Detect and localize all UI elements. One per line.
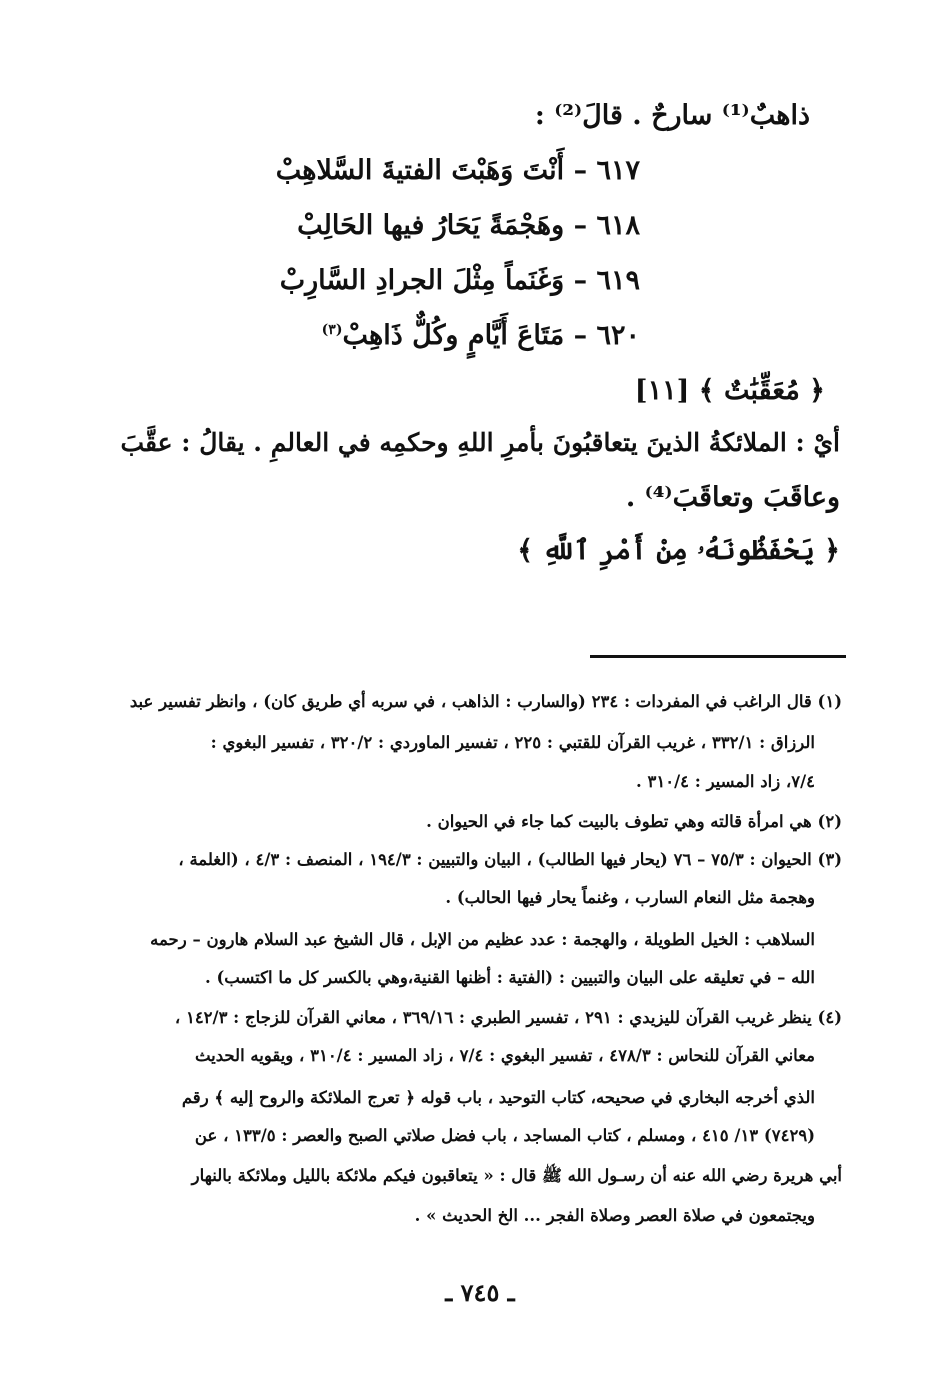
verse-620-note: (٣) bbox=[321, 322, 343, 338]
footnote-4-line-5: أبي هريرة رضي الله عنه أن رسـول الله ﷺ قال : « يتعاقبون فيكم ملائكة بالليل وملائكة بالنهار bbox=[191, 1166, 842, 1185]
footnote-2: (٢) هي امرأة قالته وهي تطوف بالبيت كما جاء في الحيوان . bbox=[426, 812, 842, 831]
footnote-4-line-1: (٤) ينظر غريب القرآن لليزيدي : ٢٩١ ، تفسير الطبري : ٣٦٩/١٦ ، معاني القرآن للزجاج : ١٤٢/٣ ، bbox=[174, 1008, 842, 1027]
quran-heading: ﴿ مُعَقِّبَٰتٌ ﴾ [١١] bbox=[634, 375, 825, 406]
verse-620-text: ٦٢٠ – مَتَاعَ أَيَّامٍ وكُلٌّ ذَاهِبْ bbox=[342, 320, 640, 351]
footnote-1-line-2: الرزاق : ٣٣٢/١ ، غريب القرآن للقتبي : ٢٢٥ ، تفسير الماوردي : ٣٢٠/٢ ، تفسير البغوي : bbox=[210, 733, 815, 752]
footnote-4-line-4: (٧٤٢٩) ١٣/ ٤١٥ ، ومسلم ، كتاب المساجد ، باب فضل صلاتي الصبح والعصر : ١٣٣/٥ ، عن bbox=[194, 1126, 815, 1145]
footnote-1-line-3: ٧/٤، زاد المسير : ٣١٠/٤ . bbox=[636, 772, 815, 791]
verse-617: ٦١٧ – أَنْتَ وَهَبْتَ الفتيةَ السَّلاهِبْ bbox=[275, 155, 640, 186]
footnote-4-line-3: الذي أخرجه البخاري في صحيحه، كتاب التوحيد ، باب قوله ﴿ تعرج الملائكة والروح إليه ﴾ رقم bbox=[181, 1088, 815, 1107]
verse-619: ٦١٩ – وَغَنَماً مِثْلَ الجرادِ السَّارِبْ bbox=[279, 265, 640, 296]
footnote-4-line-2: معاني القرآن للنحاس : ٤٧٨/٣ ، تفسير البغوي : ٧/٤ ، زاد المسير : ٣١٠/٤ ، ويقويه الحديث bbox=[194, 1046, 815, 1065]
intro-line: ذاهبٌ⁽¹⁾ سارحٌ . قالَ⁽²⁾ : bbox=[534, 100, 810, 131]
quran-phrase: ﴿ يَحْفَظُونَهُۥ مِنْ أَمْرِ ٱللَّهِ ﴾ bbox=[517, 535, 840, 566]
verse-618: ٦١٨ – وهَجْمَةً يَحَارُ فيها الحَالِبْ bbox=[297, 210, 640, 241]
footnote-separator bbox=[590, 655, 846, 658]
footnote-1-line-1: (١) قال الراغب في المفردات : ٢٣٤ (والسارب : الذاهب ، في سربه أي طريق كان) ، وانظر تفسير عبد bbox=[129, 692, 842, 711]
explanation-line-1: أيْ : الملائكةُ الذينَ يتعاقبُونَ بأمرِ اللهِ وحكمِه في العالمِ . يقالُ : عقَّبَ bbox=[120, 428, 840, 457]
verse-620 bbox=[322, 320, 640, 351]
footnote-3-line-1: (٣) الحيوان : ٧٥/٣ – ٧٦ (يحار فيها الطالب) ، البيان والتبيين : ١٩٤/٣ ، المنصف : ٤/٣ ، (الغلمة ، bbox=[178, 850, 842, 869]
footnote-3-line-3: السلاهب : الخيل الطويلة ، والهجمة : عدد عظيم من الإبل ، قال الشيخ عبد السلام هارون – رحمه bbox=[150, 930, 815, 949]
page-number: ـ ٧٤٥ ـ bbox=[445, 1278, 515, 1307]
footnote-3-line-4: الله – في تعليقه على البيان والتبيين : (الفتية : أظنها القنية،وهي بالكسر كل ما اكتسب) . bbox=[204, 968, 815, 987]
explanation-line-2: وعاقَبَ وتعاقَبَ⁽⁴⁾ . bbox=[625, 482, 840, 513]
footnote-3-line-2: وهجمة مثل النعام السارب ، وغنماً يحار فيها الحالب) . bbox=[445, 888, 815, 907]
footnote-4-line-6: ويجتمعون في صلاة العصر وصلاة الفجر ... الخ الحديث » . bbox=[414, 1206, 815, 1225]
